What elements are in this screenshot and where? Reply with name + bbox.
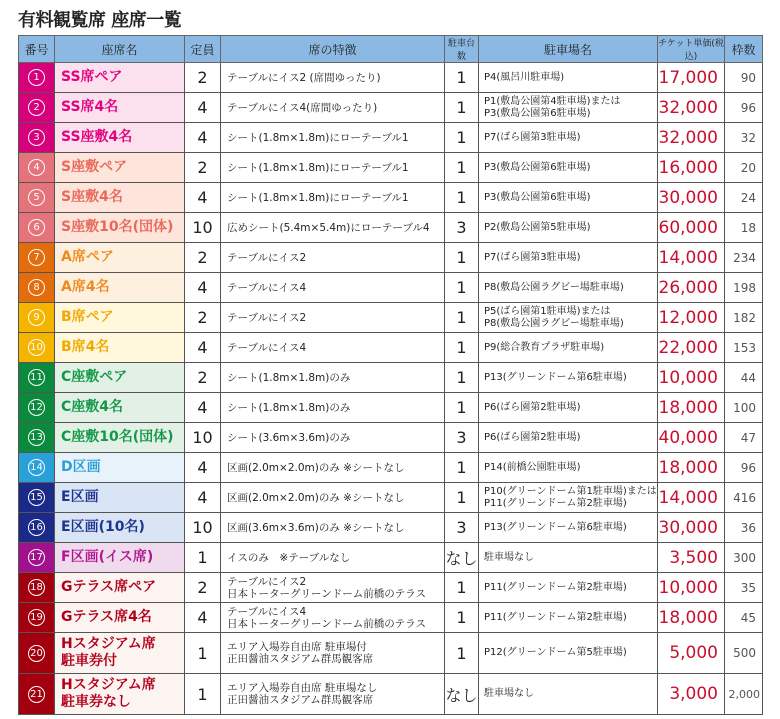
table-row [19, 123, 763, 153]
parking-name: P12(グリーンドーム第5駐車場) [479, 633, 658, 674]
table-row [19, 213, 763, 243]
price: 18,000 [658, 453, 725, 483]
capacity: 2 [185, 303, 221, 333]
features: シート(1.8m×1.8m)にローテーブル1 [221, 183, 445, 213]
parking-count: 1 [445, 333, 479, 363]
table-row [19, 63, 763, 93]
number-badge: 5 [28, 189, 45, 206]
number-badge: 12 [28, 399, 45, 416]
capacity: 2 [185, 63, 221, 93]
features: 区画(2.0m×2.0m)のみ ※シートなし [221, 453, 445, 483]
table-row [19, 543, 763, 573]
price: 10,000 [658, 363, 725, 393]
number-badge: 20 [28, 645, 45, 662]
slots: 500 [725, 633, 763, 674]
capacity: 2 [185, 243, 221, 273]
seat-name: SS席ペア [55, 63, 185, 93]
parking-count: なし [445, 543, 479, 573]
price: 5,000 [658, 633, 725, 674]
seat-name: A席4名 [55, 273, 185, 303]
slots: 153 [725, 333, 763, 363]
parking-name: P7(ばら園第3駐車場) [479, 243, 658, 273]
header-row [19, 36, 763, 63]
slots: 234 [725, 243, 763, 273]
slots: 47 [725, 423, 763, 453]
number-badge: 6 [28, 219, 45, 236]
number-badge: 11 [28, 369, 45, 386]
seat-number [19, 333, 55, 363]
seat-name: SS席4名 [55, 93, 185, 123]
parking-count: 1 [445, 393, 479, 423]
parking-name: P3(敷島公園第6駐車場) [479, 183, 658, 213]
parking-name: P9(総合教育プラザ駐車場) [479, 333, 658, 363]
table-row [19, 273, 763, 303]
table-row [19, 573, 763, 603]
table-row [19, 513, 763, 543]
table-row [19, 423, 763, 453]
table-row [19, 674, 763, 715]
seat-name: A席ペア [55, 243, 185, 273]
features: テーブルにイス4 [221, 273, 445, 303]
parking-name: P6(ばら園第2駐車場) [479, 393, 658, 423]
header-parking-count: 駐車台数 [445, 36, 479, 63]
seat-number [19, 393, 55, 423]
number-badge: 18 [28, 579, 45, 596]
slots: 182 [725, 303, 763, 333]
table-row [19, 633, 763, 674]
parking-name: P13(グリーンドーム第6駐車場) [479, 363, 658, 393]
features: テーブルにイス2 (席間ゆったり) [221, 63, 445, 93]
parking-name: P1(敷島公園第4駐車場)または P3(敷島公園第6駐車場) [479, 93, 658, 123]
slots: 35 [725, 573, 763, 603]
price: 32,000 [658, 93, 725, 123]
number-badge: 17 [28, 549, 45, 566]
parking-count: 1 [445, 123, 479, 153]
parking-count: 1 [445, 633, 479, 674]
capacity: 10 [185, 423, 221, 453]
features: イスのみ ※テーブルなし [221, 543, 445, 573]
seat-number [19, 674, 55, 715]
slots: 45 [725, 603, 763, 633]
price: 40,000 [658, 423, 725, 453]
table-row [19, 153, 763, 183]
seat-number [19, 93, 55, 123]
capacity: 2 [185, 153, 221, 183]
parking-name: P8(敷島公園ラグビー場駐車場) [479, 273, 658, 303]
seat-number [19, 123, 55, 153]
price: 17,000 [658, 63, 725, 93]
table-row [19, 483, 763, 513]
seat-name: D区画 [55, 453, 185, 483]
parking-count: 1 [445, 183, 479, 213]
number-badge: 1 [28, 69, 45, 86]
table-row [19, 333, 763, 363]
features: テーブルにイス4 [221, 333, 445, 363]
seat-number [19, 183, 55, 213]
seat-name: Hスタジアム席 駐車券付 [55, 633, 185, 674]
parking-name: P4(風呂川駐車場) [479, 63, 658, 93]
price: 30,000 [658, 513, 725, 543]
table-row [19, 393, 763, 423]
capacity: 10 [185, 513, 221, 543]
header-features: 席の特徴 [221, 36, 445, 63]
parking-name: P5(ばら園第1駐車場)または P8(敷島公園ラグビー場駐車場) [479, 303, 658, 333]
seat-name: S座敷ペア [55, 153, 185, 183]
number-badge: 10 [28, 339, 45, 356]
price: 32,000 [658, 123, 725, 153]
table-row [19, 183, 763, 213]
parking-name: P3(敷島公園第6駐車場) [479, 153, 658, 183]
slots: 300 [725, 543, 763, 573]
seat-name: F区画(イス席) [55, 543, 185, 573]
table-row [19, 453, 763, 483]
parking-count: 1 [445, 363, 479, 393]
header-price: チケット単価(税込) [658, 36, 725, 63]
capacity: 4 [185, 93, 221, 123]
features: テーブルにイス4(席間ゆったり) [221, 93, 445, 123]
features: テーブルにイス2 [221, 303, 445, 333]
features: 区画(3.6m×3.6m)のみ ※シートなし [221, 513, 445, 543]
slots: 2,000 [725, 674, 763, 715]
parking-name: P10(グリーンドーム第1駐車場)または P11(グリーンドーム第2駐車場) [479, 483, 658, 513]
parking-name: P14(前橋公園駐車場) [479, 453, 658, 483]
seat-number [19, 453, 55, 483]
number-badge: 8 [28, 279, 45, 296]
seat-number [19, 633, 55, 674]
seat-number [19, 513, 55, 543]
seat-name: B席4名 [55, 333, 185, 363]
parking-name: P13(グリーンドーム第6駐車場) [479, 513, 658, 543]
parking-count: 1 [445, 453, 479, 483]
seat-name: S座敷10名(団体) [55, 213, 185, 243]
features: シート(3.6m×3.6m)のみ [221, 423, 445, 453]
slots: 416 [725, 483, 763, 513]
parking-name: P11(グリーンドーム第2駐車場) [479, 573, 658, 603]
features: シート(1.8m×1.8m)のみ [221, 363, 445, 393]
features: テーブルにイス4 日本トーターグリーンドーム前橋のテラス [221, 603, 445, 633]
table-row [19, 303, 763, 333]
header-capacity: 定員 [185, 36, 221, 63]
number-badge: 2 [28, 99, 45, 116]
number-badge: 13 [28, 429, 45, 446]
parking-count: 1 [445, 243, 479, 273]
number-badge: 3 [28, 129, 45, 146]
capacity: 4 [185, 453, 221, 483]
table-row [19, 363, 763, 393]
number-badge: 21 [28, 686, 45, 703]
capacity: 4 [185, 393, 221, 423]
seat-name: SS座敷4名 [55, 123, 185, 153]
parking-count: 1 [445, 93, 479, 123]
parking-count: 1 [445, 63, 479, 93]
price: 18,000 [658, 393, 725, 423]
number-badge: 14 [28, 459, 45, 476]
capacity: 4 [185, 483, 221, 513]
features: シート(1.8m×1.8m)にローテーブル1 [221, 153, 445, 183]
header-slots: 枠数 [725, 36, 763, 63]
capacity: 1 [185, 543, 221, 573]
parking-name: 駐車場なし [479, 674, 658, 715]
seat-name: C座敷ペア [55, 363, 185, 393]
price: 26,000 [658, 273, 725, 303]
price: 14,000 [658, 483, 725, 513]
table-row [19, 243, 763, 273]
number-badge: 19 [28, 609, 45, 626]
slots: 198 [725, 273, 763, 303]
parking-count: 3 [445, 513, 479, 543]
capacity: 2 [185, 363, 221, 393]
seat-name: S座敷4名 [55, 183, 185, 213]
number-badge: 7 [28, 249, 45, 266]
capacity: 2 [185, 573, 221, 603]
seat-number [19, 483, 55, 513]
slots: 18 [725, 213, 763, 243]
seat-number [19, 303, 55, 333]
seat-number [19, 213, 55, 243]
features: シート(1.8m×1.8m)にローテーブル1 [221, 123, 445, 153]
seat-number [19, 63, 55, 93]
header-seat-name: 座席名 [55, 36, 185, 63]
parking-count: 1 [445, 273, 479, 303]
price: 10,000 [658, 573, 725, 603]
features: テーブルにイス2 日本トーターグリーンドーム前橋のテラス [221, 573, 445, 603]
seat-table [18, 35, 763, 715]
seat-number [19, 423, 55, 453]
parking-count: 1 [445, 153, 479, 183]
seat-name: C座敷10名(団体) [55, 423, 185, 453]
slots: 96 [725, 93, 763, 123]
features: 区画(2.0m×2.0m)のみ ※シートなし [221, 483, 445, 513]
seat-number [19, 153, 55, 183]
capacity: 1 [185, 633, 221, 674]
seat-name: B席ペア [55, 303, 185, 333]
number-badge: 16 [28, 519, 45, 536]
slots: 32 [725, 123, 763, 153]
parking-name: P6(ばら園第2駐車場) [479, 423, 658, 453]
number-badge: 9 [28, 309, 45, 326]
slots: 44 [725, 363, 763, 393]
parking-name: P11(グリーンドーム第2駐車場) [479, 603, 658, 633]
seat-name: E区画(10名) [55, 513, 185, 543]
price: 12,000 [658, 303, 725, 333]
capacity: 4 [185, 273, 221, 303]
seat-number [19, 603, 55, 633]
parking-count: 3 [445, 213, 479, 243]
price: 30,000 [658, 183, 725, 213]
price: 16,000 [658, 153, 725, 183]
features: テーブルにイス2 [221, 243, 445, 273]
slots: 96 [725, 453, 763, 483]
seat-number [19, 273, 55, 303]
seat-number [19, 363, 55, 393]
price: 60,000 [658, 213, 725, 243]
price: 18,000 [658, 603, 725, 633]
seat-name: Hスタジアム席 駐車券なし [55, 674, 185, 715]
parking-name: P2(敷島公園第5駐車場) [479, 213, 658, 243]
price: 3,500 [658, 543, 725, 573]
capacity: 4 [185, 603, 221, 633]
parking-count: 3 [445, 423, 479, 453]
slots: 36 [725, 513, 763, 543]
table-row [19, 93, 763, 123]
seat-name: Gテラス席ペア [55, 573, 185, 603]
table-row [19, 603, 763, 633]
parking-count: 1 [445, 483, 479, 513]
parking-count: なし [445, 674, 479, 715]
slots: 90 [725, 63, 763, 93]
header-number: 番号 [19, 36, 55, 63]
price: 3,000 [658, 674, 725, 715]
capacity: 4 [185, 123, 221, 153]
capacity: 4 [185, 333, 221, 363]
slots: 20 [725, 153, 763, 183]
parking-name: 駐車場なし [479, 543, 658, 573]
page-title: 有料観覧席 座席一覧 [18, 10, 182, 31]
features: シート(1.8m×1.8m)のみ [221, 393, 445, 423]
capacity: 1 [185, 674, 221, 715]
slots: 100 [725, 393, 763, 423]
features: 広めシート(5.4m×5.4m)にローテーブル4 [221, 213, 445, 243]
capacity: 10 [185, 213, 221, 243]
seat-number [19, 573, 55, 603]
parking-name: P7(ばら園第3駐車場) [479, 123, 658, 153]
parking-count: 1 [445, 573, 479, 603]
seat-name: E区画 [55, 483, 185, 513]
slots: 24 [725, 183, 763, 213]
features: エリア入場券自由席 駐車場なし 正田醤油スタジアム群馬観客席 [221, 674, 445, 715]
price: 22,000 [658, 333, 725, 363]
seat-number [19, 243, 55, 273]
features: エリア入場券自由席 駐車場付 正田醤油スタジアム群馬観客席 [221, 633, 445, 674]
seat-name: Gテラス席4名 [55, 603, 185, 633]
number-badge: 15 [28, 489, 45, 506]
parking-count: 1 [445, 303, 479, 333]
number-badge: 4 [28, 159, 45, 176]
seat-number [19, 543, 55, 573]
parking-count: 1 [445, 603, 479, 633]
seat-name: C座敷4名 [55, 393, 185, 423]
price: 14,000 [658, 243, 725, 273]
capacity: 4 [185, 183, 221, 213]
header-parking-name: 駐車場名 [479, 36, 658, 63]
